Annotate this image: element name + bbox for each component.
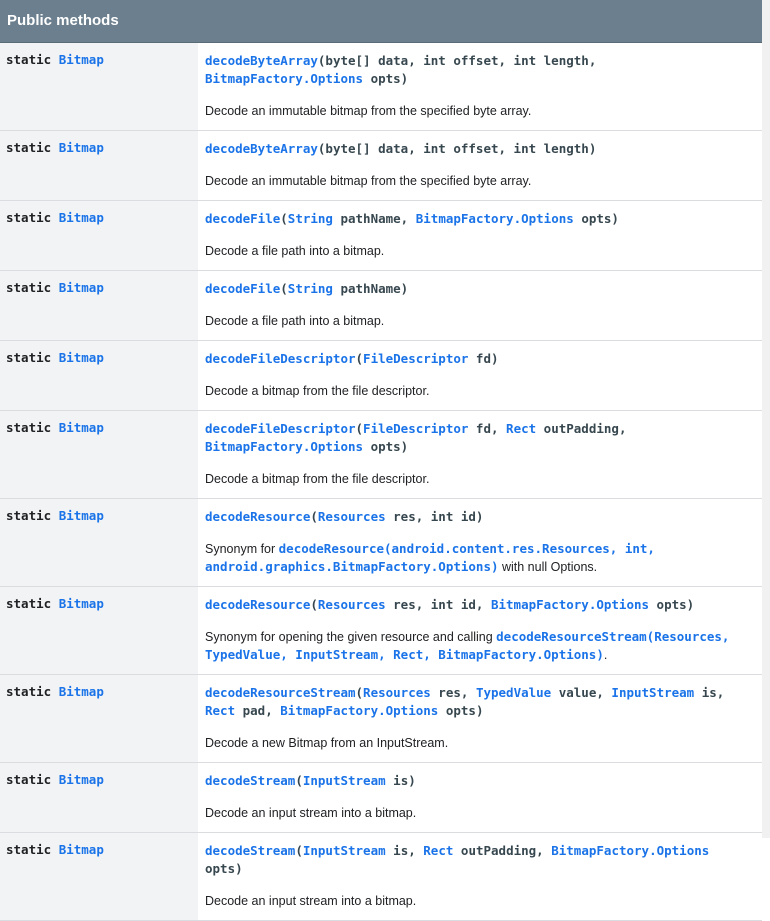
method-description bbox=[205, 382, 752, 400]
signature-text: ( bbox=[310, 597, 318, 612]
modifier-keyword: static bbox=[6, 140, 52, 155]
return-type-link[interactable]: Bitmap bbox=[58, 350, 104, 365]
signature-text: res, int id, bbox=[385, 597, 491, 612]
method-detail-cell bbox=[198, 131, 762, 201]
signature-text: pathName) bbox=[332, 281, 409, 296]
method-row bbox=[0, 271, 762, 341]
signature-text: (byte[] data, int offset, int length) bbox=[317, 141, 597, 156]
signature-text: opts) bbox=[438, 703, 484, 718]
type-link[interactable]: InputStream bbox=[302, 843, 386, 858]
return-type-cell bbox=[0, 201, 198, 271]
description-text: Decode an input stream into a bitmap. bbox=[205, 894, 417, 908]
modifier-keyword: static bbox=[6, 842, 52, 857]
return-type-link[interactable]: Bitmap bbox=[58, 52, 104, 67]
modifier-keyword: static bbox=[6, 596, 52, 611]
type-link[interactable]: Rect bbox=[423, 843, 454, 858]
reference-link[interactable]: decodeResourceStream(Resources, TypedValue, InputStream, Rect, BitmapFactory.Options) bbox=[205, 629, 730, 662]
method-description bbox=[205, 312, 752, 330]
method-signature bbox=[205, 684, 752, 720]
signature-text: opts) bbox=[649, 597, 695, 612]
signature-text: fd, bbox=[468, 421, 507, 436]
return-type-cell bbox=[0, 587, 198, 675]
type-link[interactable]: Resources bbox=[363, 685, 431, 700]
modifier-keyword: static bbox=[6, 350, 52, 365]
return-type-link[interactable]: Bitmap bbox=[58, 596, 104, 611]
return-type-link[interactable]: Bitmap bbox=[58, 842, 104, 857]
return-type-link[interactable]: Bitmap bbox=[58, 684, 104, 699]
description-text: . bbox=[603, 648, 608, 662]
method-name-link[interactable]: decodeStream bbox=[205, 773, 296, 788]
method-row bbox=[0, 341, 762, 411]
type-link[interactable]: BitmapFactory.Options bbox=[205, 71, 364, 86]
signature-text: is) bbox=[385, 773, 416, 788]
signature-text: opts) bbox=[573, 211, 619, 226]
method-detail-cell bbox=[198, 833, 762, 921]
type-link[interactable]: InputStream bbox=[302, 773, 386, 788]
return-type-cell bbox=[0, 833, 198, 921]
signature-text: res, bbox=[430, 685, 476, 700]
method-name-link[interactable]: decodeResourceStream bbox=[205, 685, 356, 700]
signature-text: is, bbox=[694, 685, 725, 700]
return-type-link[interactable]: Bitmap bbox=[58, 210, 104, 225]
method-detail-cell bbox=[198, 587, 762, 675]
method-row bbox=[0, 833, 762, 921]
modifier-keyword: static bbox=[6, 508, 52, 523]
method-description bbox=[205, 540, 752, 576]
method-detail-cell bbox=[198, 201, 762, 271]
modifier-keyword: static bbox=[6, 52, 52, 67]
return-type-link[interactable]: Bitmap bbox=[58, 508, 104, 523]
signature-text: opts) bbox=[363, 71, 409, 86]
method-name-link[interactable]: decodeFileDescriptor bbox=[205, 421, 356, 436]
methods-table-body bbox=[0, 43, 762, 921]
method-name-link[interactable]: decodeFile bbox=[205, 281, 281, 296]
description-text: Synonym for opening the given resource and calling bbox=[205, 630, 497, 644]
method-name-link[interactable]: decodeByteArray bbox=[205, 53, 318, 68]
method-name-link[interactable]: decodeResource bbox=[205, 509, 311, 524]
type-link[interactable]: TypedValue bbox=[475, 685, 552, 700]
type-link[interactable]: BitmapFactory.Options bbox=[280, 703, 439, 718]
method-description bbox=[205, 242, 752, 260]
signature-text: ( bbox=[310, 509, 318, 524]
type-link[interactable]: BitmapFactory.Options bbox=[551, 843, 710, 858]
description-text: Decode an immutable bitmap from the specified byte array. bbox=[205, 174, 532, 188]
signature-text: ( bbox=[280, 211, 288, 226]
description-text: Decode an input stream into a bitmap. bbox=[205, 806, 417, 820]
method-description bbox=[205, 172, 752, 190]
return-type-cell bbox=[0, 763, 198, 833]
method-row bbox=[0, 499, 762, 587]
method-detail-cell bbox=[198, 499, 762, 587]
signature-text: res, int id) bbox=[385, 509, 484, 524]
method-signature bbox=[205, 508, 752, 526]
method-row bbox=[0, 587, 762, 675]
signature-text: ( bbox=[355, 421, 364, 436]
method-row bbox=[0, 763, 762, 833]
return-type-cell bbox=[0, 43, 198, 131]
return-type-link[interactable]: Bitmap bbox=[58, 280, 104, 295]
reference-link[interactable]: decodeResource(android.content.res.Resources, int, android.graphics.BitmapFactory.Options) bbox=[205, 541, 655, 574]
method-signature bbox=[205, 52, 752, 88]
signature-text: fd) bbox=[468, 351, 499, 366]
section-header: Public methods bbox=[0, 0, 762, 43]
method-detail-cell bbox=[198, 763, 762, 833]
signature-text: pathName, bbox=[332, 211, 416, 226]
return-type-cell bbox=[0, 499, 198, 587]
method-row bbox=[0, 675, 762, 763]
method-signature bbox=[205, 210, 752, 228]
type-link[interactable]: String bbox=[287, 211, 333, 226]
method-description bbox=[205, 628, 752, 664]
type-link[interactable]: BitmapFactory.Options bbox=[415, 211, 574, 226]
method-signature bbox=[205, 596, 752, 614]
method-name-link[interactable]: decodeFileDescriptor bbox=[205, 351, 356, 366]
return-type-cell bbox=[0, 411, 198, 499]
method-row bbox=[0, 201, 762, 271]
method-signature bbox=[205, 280, 752, 298]
modifier-keyword: static bbox=[6, 420, 52, 435]
method-signature bbox=[205, 350, 752, 368]
type-link[interactable]: BitmapFactory.Options bbox=[490, 597, 650, 612]
signature-text: pad, bbox=[235, 703, 281, 718]
methods-table bbox=[0, 43, 762, 921]
signature-text: ( bbox=[355, 685, 364, 700]
signature-text: outPadding, bbox=[453, 843, 552, 858]
method-detail-cell bbox=[198, 411, 762, 499]
type-link[interactable]: BitmapFactory.Options bbox=[205, 439, 364, 454]
return-type-cell bbox=[0, 131, 198, 201]
type-link[interactable]: Resources bbox=[317, 509, 386, 524]
signature-text: ( bbox=[355, 351, 364, 366]
return-type-link[interactable]: Bitmap bbox=[58, 420, 104, 435]
modifier-keyword: static bbox=[6, 684, 52, 699]
method-row bbox=[0, 43, 762, 131]
signature-text: (byte[] data, int offset, int length, bbox=[317, 53, 597, 68]
type-link[interactable]: Resources bbox=[317, 597, 386, 612]
method-signature bbox=[205, 772, 752, 790]
type-link[interactable]: FileDescriptor bbox=[363, 421, 469, 436]
method-name-link[interactable]: decodeByteArray bbox=[205, 141, 318, 156]
signature-text: outPadding, bbox=[536, 421, 627, 436]
type-link[interactable]: FileDescriptor bbox=[363, 351, 469, 366]
return-type-cell bbox=[0, 271, 198, 341]
signature-text: value, bbox=[551, 685, 612, 700]
method-description bbox=[205, 734, 752, 752]
return-type-cell bbox=[0, 341, 198, 411]
signature-text: is, bbox=[385, 843, 424, 858]
method-detail-cell bbox=[198, 675, 762, 763]
method-signature bbox=[205, 842, 752, 878]
type-link[interactable]: String bbox=[287, 281, 333, 296]
type-link[interactable]: Rect bbox=[506, 421, 537, 436]
signature-text: ( bbox=[295, 773, 303, 788]
method-description bbox=[205, 102, 752, 120]
return-type-link[interactable]: Bitmap bbox=[58, 140, 104, 155]
scrollbar[interactable] bbox=[762, 0, 770, 838]
method-name-link[interactable]: decodeStream bbox=[205, 843, 296, 858]
signature-text: ( bbox=[280, 281, 288, 296]
return-type-link[interactable]: Bitmap bbox=[58, 772, 104, 787]
method-description bbox=[205, 892, 752, 910]
description-text: Decode a new Bitmap from an InputStream. bbox=[205, 736, 449, 750]
modifier-keyword: static bbox=[6, 280, 52, 295]
method-row bbox=[0, 131, 762, 201]
return-type-cell bbox=[0, 675, 198, 763]
method-description bbox=[205, 804, 752, 822]
method-detail-cell bbox=[198, 271, 762, 341]
description-text: Decode a bitmap from the file descriptor. bbox=[205, 384, 430, 398]
type-link[interactable]: Rect bbox=[205, 703, 236, 718]
modifier-keyword: static bbox=[6, 772, 52, 787]
modifier-keyword: static bbox=[6, 210, 52, 225]
signature-text: ( bbox=[295, 843, 303, 858]
method-row bbox=[0, 411, 762, 499]
signature-text: opts) bbox=[363, 439, 409, 454]
description-text: with null Options. bbox=[498, 560, 598, 574]
method-signature bbox=[205, 140, 752, 158]
description-text: Decode a file path into a bitmap. bbox=[205, 244, 385, 258]
method-detail-cell bbox=[198, 43, 762, 131]
description-text: Synonym for bbox=[205, 542, 279, 556]
method-detail-cell bbox=[198, 341, 762, 411]
signature-text: opts) bbox=[205, 861, 243, 876]
description-text: Decode a file path into a bitmap. bbox=[205, 314, 385, 328]
method-name-link[interactable]: decodeResource bbox=[205, 597, 311, 612]
method-signature bbox=[205, 420, 752, 456]
description-text: Decode a bitmap from the file descriptor. bbox=[205, 472, 430, 486]
type-link[interactable]: InputStream bbox=[611, 685, 695, 700]
description-text: Decode an immutable bitmap from the specified byte array. bbox=[205, 104, 532, 118]
method-name-link[interactable]: decodeFile bbox=[205, 211, 281, 226]
method-description bbox=[205, 470, 752, 488]
